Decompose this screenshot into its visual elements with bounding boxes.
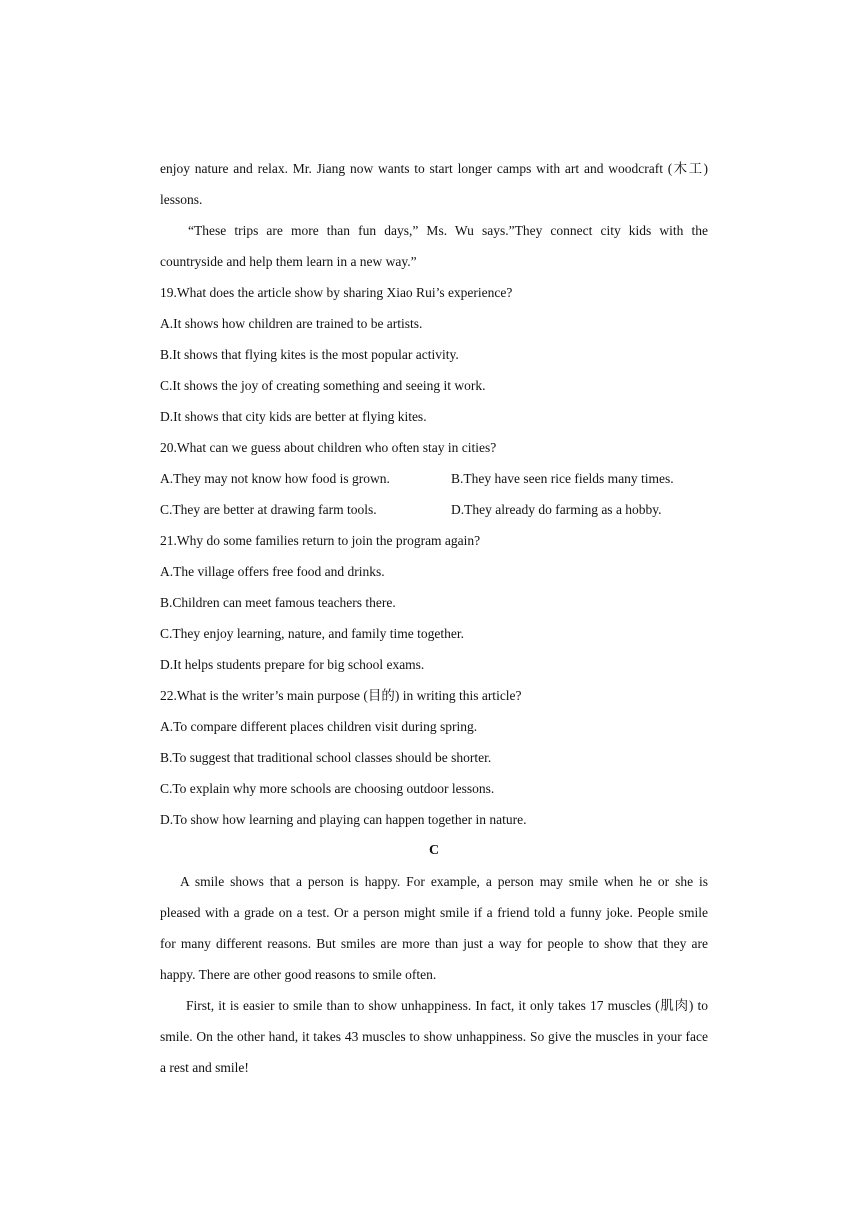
- question-21-option-b: B.Children can meet famous teachers there.: [160, 595, 396, 610]
- question-21-stem: 21.Why do some families return to join the program again?: [160, 533, 481, 548]
- question-20-option-a: A.They may not know how food is grown.: [160, 471, 390, 486]
- question-20-options-row-2: [160, 497, 708, 528]
- section-c-p2-line-3: a rest and smile!: [160, 1060, 249, 1075]
- section-c-p1-line-4: happy. There are other good reasons to smile often.: [160, 967, 437, 982]
- passage-b-line-1: enjoy nature and relax. Mr. Jiang now wants to start longer camps with art and woodcraft (木工): [160, 161, 708, 176]
- question-19-option-d: D.It shows that city kids are better at flying kites.: [160, 409, 427, 424]
- passage-b-line-4: countryside and help them learn in a new way.”: [160, 254, 417, 269]
- question-22-option-c: C.To explain why more schools are choosing outdoor lessons.: [160, 781, 495, 796]
- question-22-option-b: B.To suggest that traditional school classes should be shorter.: [160, 750, 492, 765]
- document-page: [160, 156, 708, 1086]
- section-c-p1-line-2: pleased with a grade on a test. Or a person might smile if a friend told a funny joke. People smile: [160, 905, 708, 920]
- question-19-option-c: C.It shows the joy of creating something and seeing it work.: [160, 378, 486, 393]
- question-19-option-b: B.It shows that flying kites is the most popular activity.: [160, 347, 459, 362]
- question-20-options-row-1: [160, 466, 708, 497]
- question-21-option-a: A.The village offers free food and drinks.: [160, 564, 385, 579]
- question-22-option-d: D.To show how learning and playing can happen together in nature.: [160, 812, 527, 827]
- question-20-stem: 20.What can we guess about children who often stay in cities?: [160, 440, 497, 455]
- question-22-stem: 22.What is the writer’s main purpose (目的) in writing this article?: [160, 688, 522, 703]
- question-20-option-b: B.They have seen rice fields many times.: [451, 471, 674, 486]
- section-c-p1-line-3: for many different reasons. But smiles are more than just a way for people to show that they are: [160, 936, 708, 951]
- passage-b-line-3: “These trips are more than fun days,” Ms. Wu says.”They connect city kids with the: [188, 223, 708, 238]
- question-19-stem: 19.What does the article show by sharing Xiao Rui’s experience?: [160, 285, 513, 300]
- question-19-option-a: A.It shows how children are trained to be artists.: [160, 316, 423, 331]
- section-c-p2-line-2: smile. On the other hand, it takes 43 muscles to show unhappiness. So give the muscles in your face: [160, 1029, 708, 1044]
- question-20-option-d: D.They already do farming as a hobby.: [451, 502, 662, 517]
- question-21-option-c: C.They enjoy learning, nature, and family time together.: [160, 626, 465, 641]
- section-c-p2-line-1: First, it is easier to smile than to show unhappiness. In fact, it only takes 17 muscles (肌肉) to: [186, 998, 708, 1013]
- passage-b-line-2: lessons.: [160, 192, 203, 207]
- question-21-option-d: D.It helps students prepare for big school exams.: [160, 657, 425, 672]
- section-c-heading: C: [428, 843, 440, 858]
- question-22-option-a: A.To compare different places children visit during spring.: [160, 719, 478, 734]
- question-20-option-c: C.They are better at drawing farm tools.: [160, 502, 377, 517]
- section-c-p1-line-1: A smile shows that a person is happy. For example, a person may smile when he or she is: [180, 874, 708, 889]
